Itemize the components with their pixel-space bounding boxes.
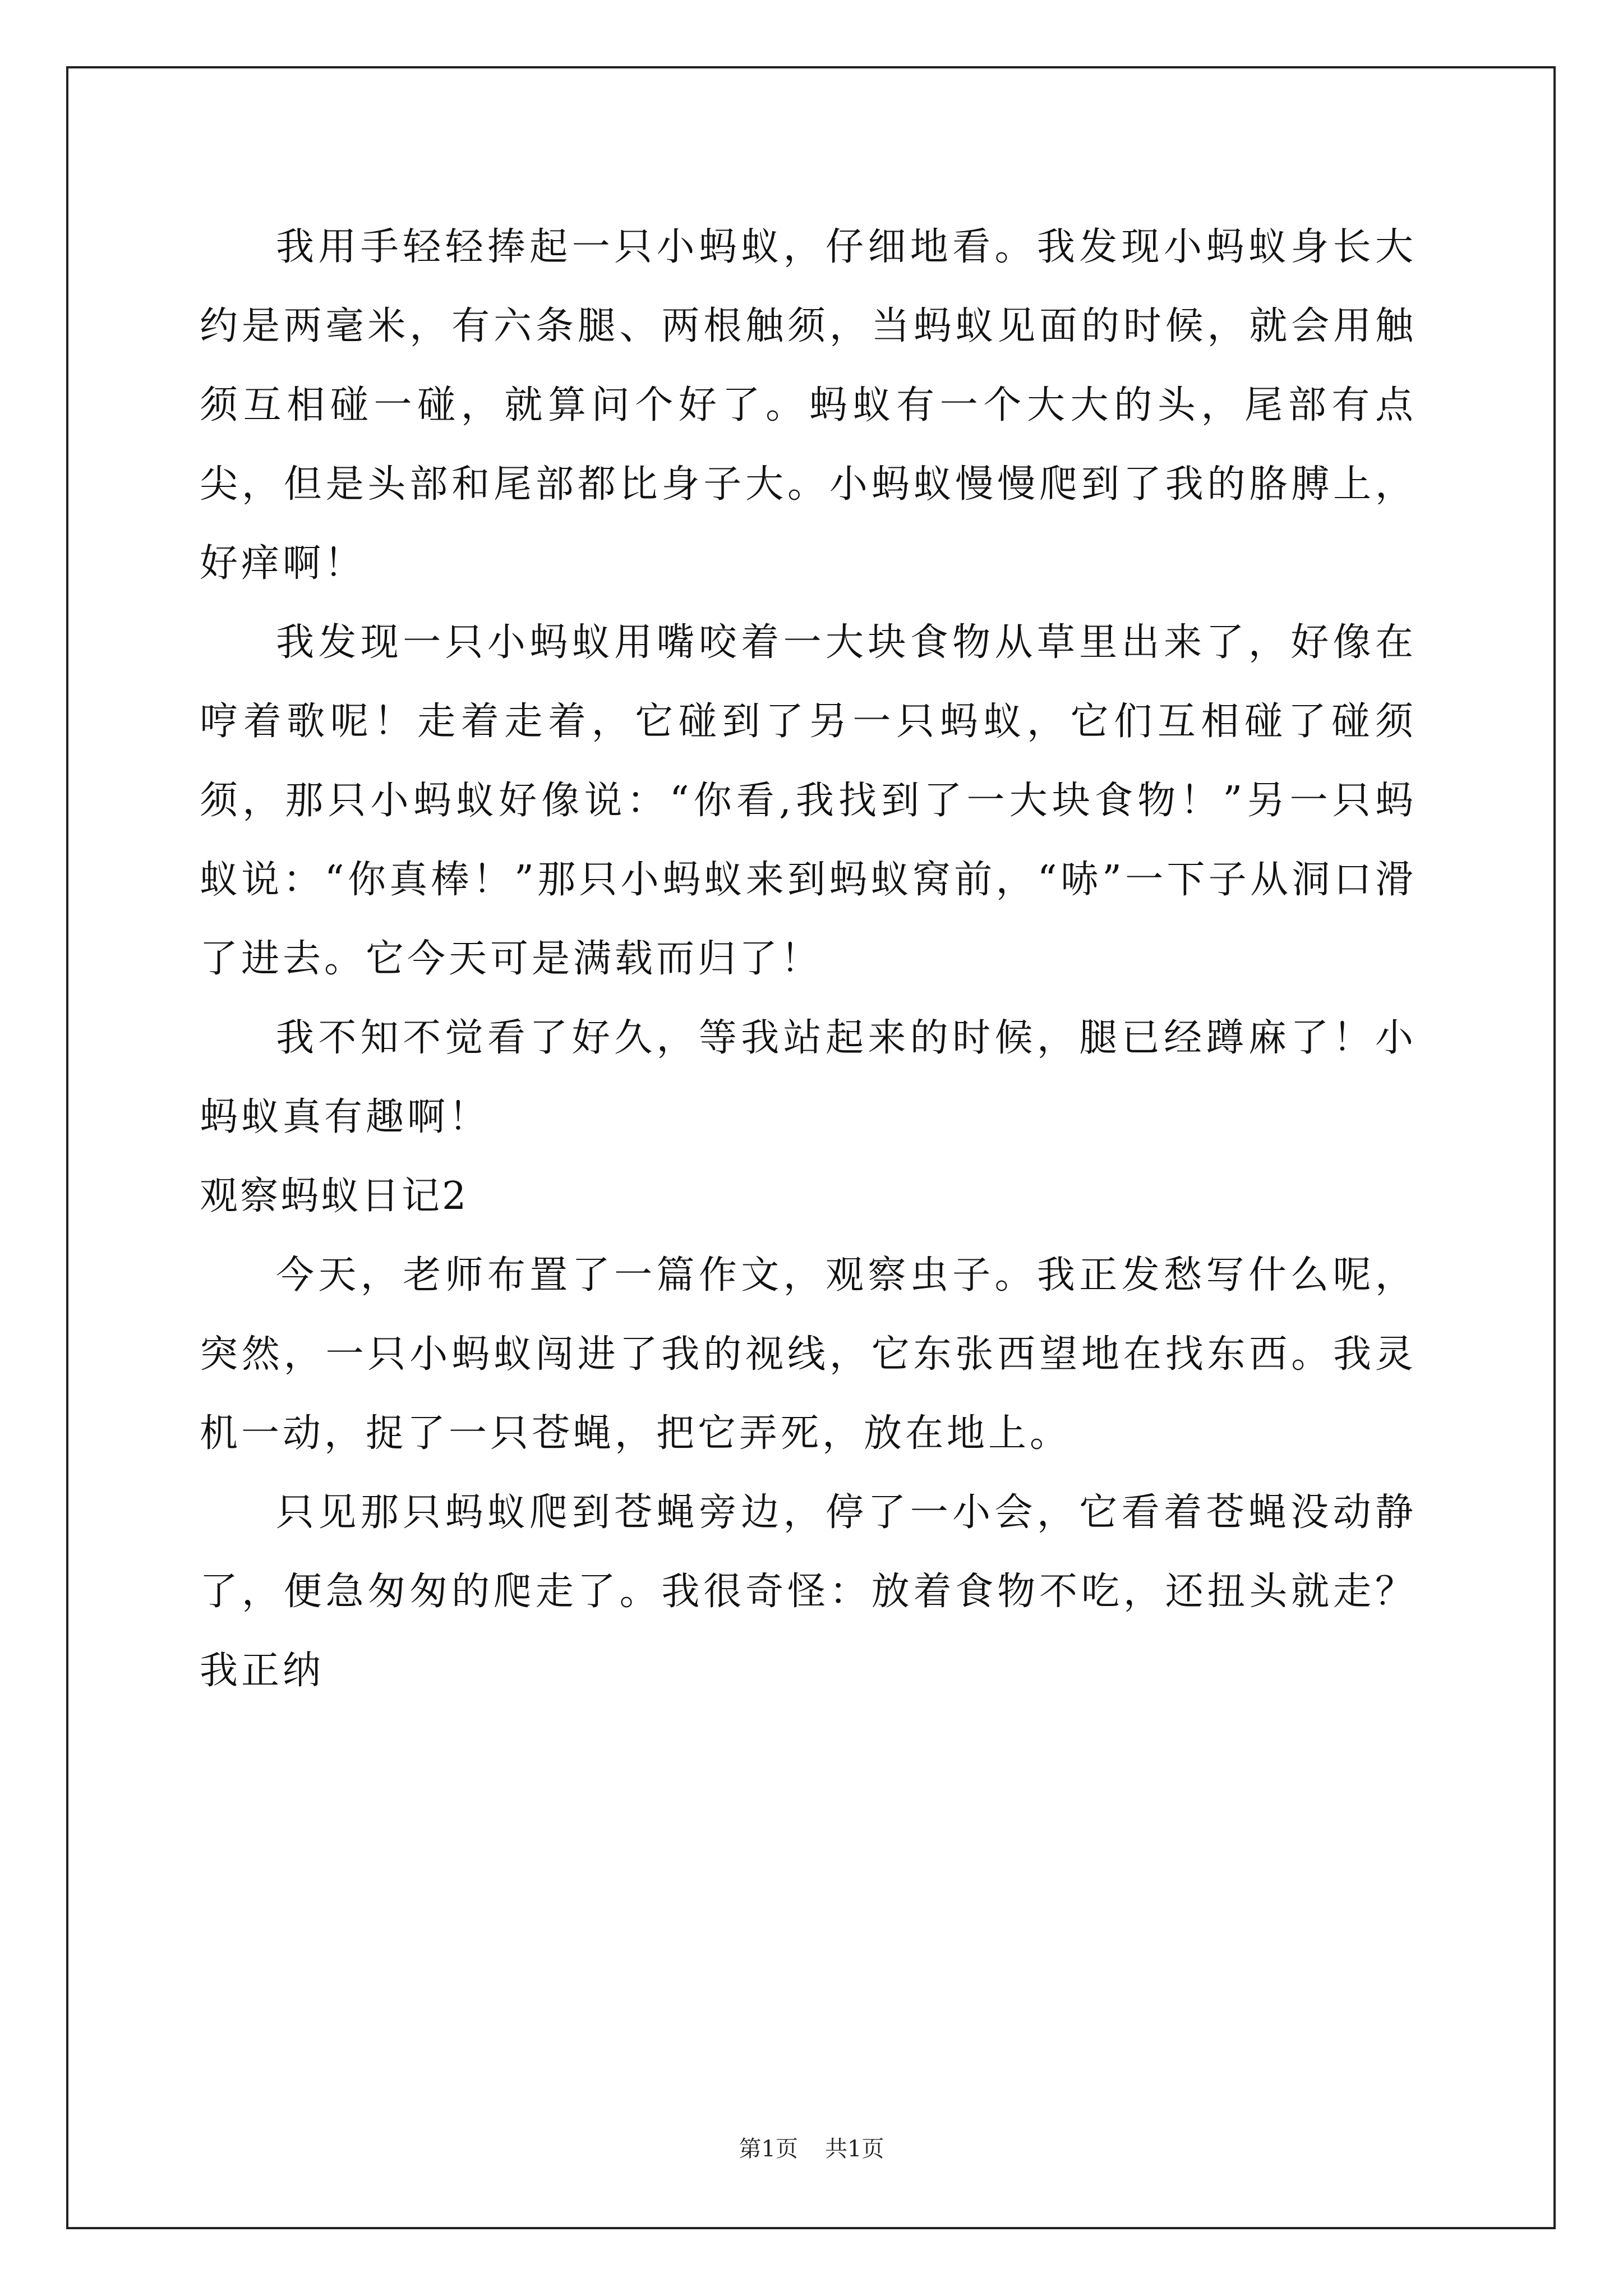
page-number: 第1页 bbox=[739, 2136, 798, 2162]
paragraph-3: 我不知不觉看了好久，等我站起来的时候，腿已经蹲麻了！小蚂蚁真有趣啊！ bbox=[200, 1016, 1417, 1139]
paragraph-5: 只见那只蚂蚁爬到苍蝇旁边，停了一小会，它看着苍蝇没动静了，便急匆匆的爬走了。我很奇怪：放着食物不吃，还扭头就走？我正纳 bbox=[200, 1490, 1417, 1693]
section-heading: 观察蚂蚁日记2 bbox=[200, 1174, 469, 1218]
page-footer bbox=[0, 2135, 1623, 2163]
paragraph-2: 我发现一只小蚂蚁用嘴咬着一大块食物从草里出来了，好像在哼着歌呢！走着走着，它碰到了另一只蚂蚁，它们互相碰了碰须须，那只小蚂蚁好像说：“你看,我找到了一大块食物！”另一只蚂蚁说：“你真棒！”那只小蚂蚁来到蚂蚁窝前，“哧”一下子从洞口滑了进去。它今天可是满载而归了！ bbox=[200, 620, 1417, 981]
paragraph-1: 我用手轻轻捧起一只小蚂蚁，仔细地看。我发现小蚂蚁身长大约是两毫米，有六条腿、两根触须，当蚂蚁见面的时候，就会用触须互相碰一碰，就算问个好了。蚂蚁有一个大大的头，尾部有点尖，但是头部和尾部都比身子大。小蚂蚁慢慢爬到了我的胳膊上，好痒啊！ bbox=[200, 225, 1417, 586]
page-total: 共1页 bbox=[825, 2136, 884, 2162]
document-body bbox=[200, 208, 1417, 1710]
paragraph-4: 今天，老师布置了一篇作文，观察虫子。我正发愁写什么呢，突然，一只小蚂蚁闯进了我的视线，它东张西望地在找东西。我灵机一动，捉了一只苍蝇，把它弄死，放在地上。 bbox=[200, 1253, 1417, 1456]
